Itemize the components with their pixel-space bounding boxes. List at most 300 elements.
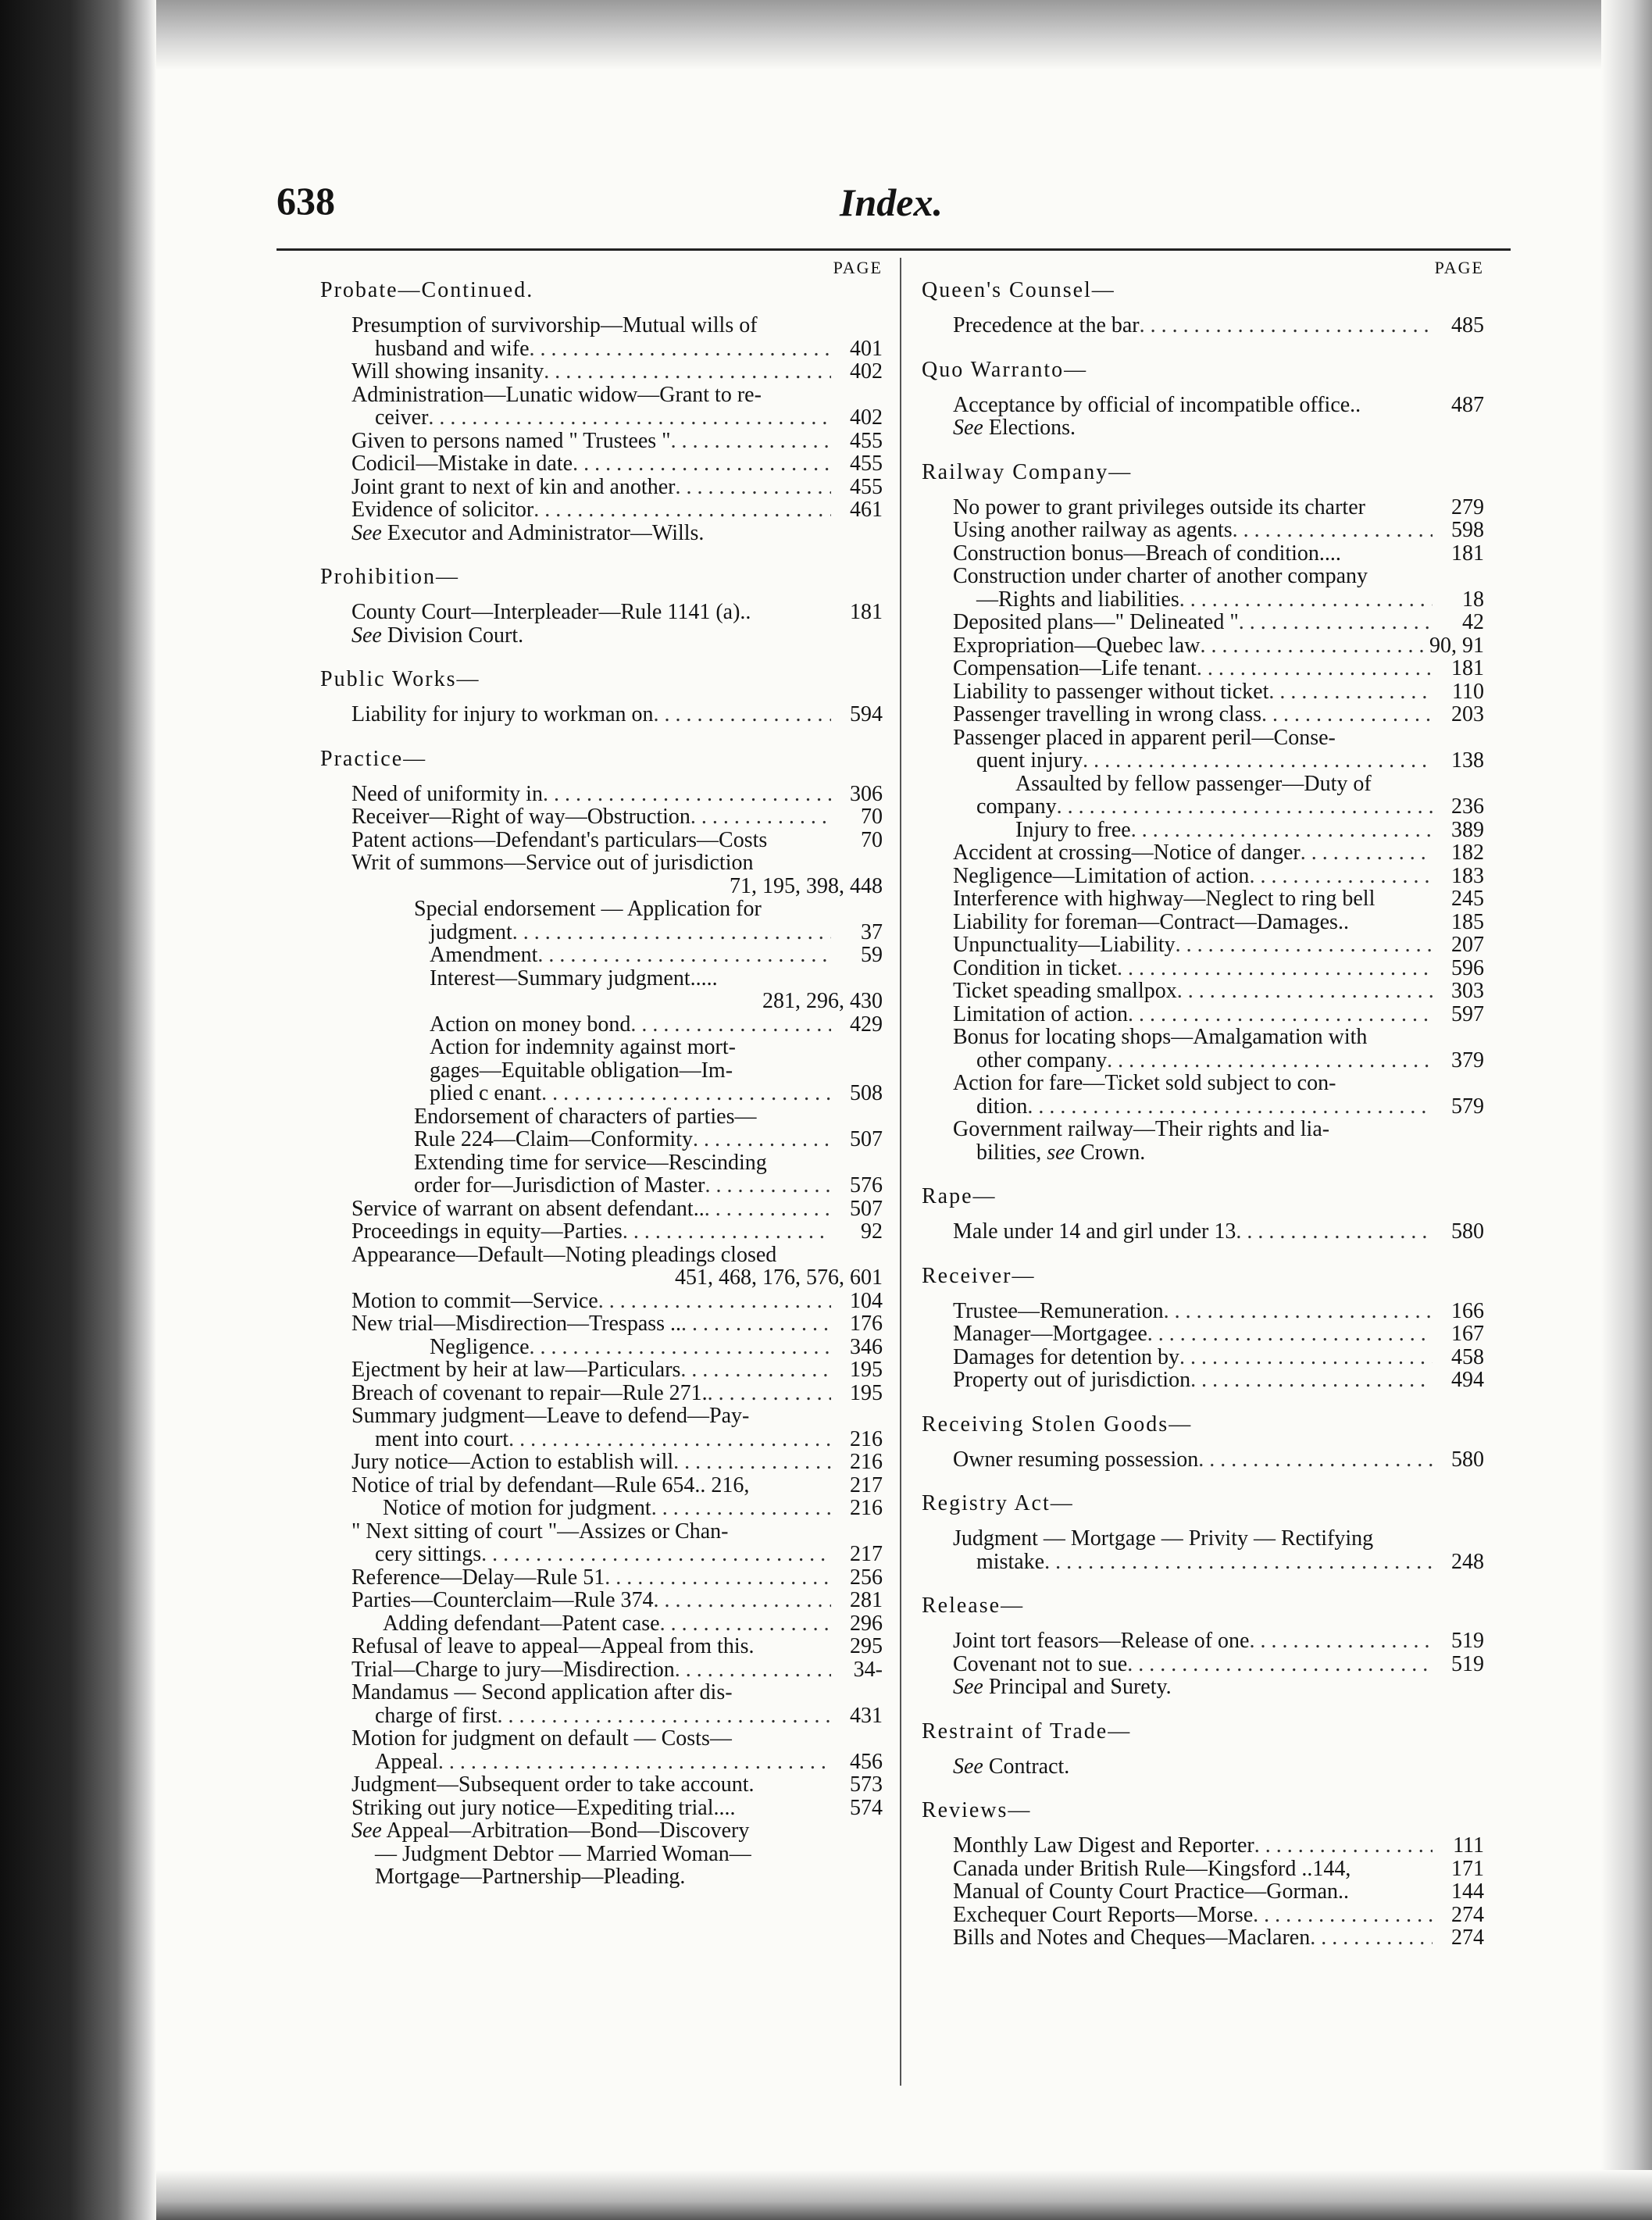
dot-leader [530, 337, 831, 361]
entry-text: Receiver—Right of way—Obstruction [351, 805, 690, 829]
index-entry [320, 1244, 883, 1267]
index-entry [320, 944, 883, 967]
entry-text: Owner resuming possession [953, 1447, 1199, 1472]
dot-leader [680, 1358, 831, 1382]
index-entry [320, 360, 883, 384]
index-entry [922, 957, 1484, 980]
dot-leader [1233, 519, 1433, 542]
section-heading: Probate—Continued. [320, 278, 534, 302]
page-ref: 519 [1451, 1629, 1484, 1653]
index-entry [922, 1551, 1484, 1574]
page-ref: 573 [850, 1772, 883, 1797]
index-entry [922, 314, 1484, 337]
page-ref: 574 [850, 1795, 883, 1820]
index-entry [320, 1773, 883, 1797]
page-ref: 580 [1451, 1219, 1484, 1244]
entry-text: Given to persons named " Trustees " [351, 428, 671, 453]
index-entry [922, 1880, 1484, 1904]
entry-text: judgment [430, 919, 512, 944]
index-entry [922, 680, 1484, 704]
entry-text: Trustee—Remuneration [953, 1298, 1164, 1323]
dot-leader [1057, 795, 1433, 819]
dot-leader [1083, 749, 1433, 773]
index-entry [320, 1751, 883, 1774]
index-entry [320, 805, 883, 829]
index-entry [922, 703, 1484, 726]
entry-text: Appeal [375, 1749, 438, 1774]
page-ref: 456 [850, 1749, 883, 1774]
entry-text: Negligence—Limitation of action [953, 863, 1250, 888]
dot-leader [708, 1382, 831, 1405]
scan-top-edge [156, 0, 1652, 70]
index-entry [320, 1290, 883, 1313]
entry-text: Special endorsement — Application for [414, 897, 762, 921]
entry-text: Bills and Notes and Cheques—Maclaren [953, 1926, 1311, 1950]
dot-leader [498, 1704, 831, 1728]
page-ref: 507 [850, 1196, 883, 1221]
page-ref: 346 [850, 1334, 883, 1359]
entry-text: Acceptance by official of incompatible office.. [953, 392, 1361, 417]
entry-text: Liability for injury to workman on [351, 702, 654, 726]
index-entry [320, 1612, 883, 1636]
index-entry [922, 1369, 1484, 1392]
page-ref: 594 [850, 702, 883, 726]
index-entry [320, 1566, 883, 1590]
right-index-list [922, 278, 1484, 1950]
page-ref: 389 [1451, 817, 1484, 842]
column-divider [900, 258, 901, 2086]
entry-text: " Next sitting of court "—Assizes or Chan- [351, 1519, 729, 1544]
see-target: Crown. [1075, 1140, 1146, 1165]
index-entry [320, 921, 883, 944]
index-entry [320, 1082, 883, 1105]
section-heading: Quo Warranto— [922, 357, 1088, 382]
entry-text: Expropriation—Quebec law [953, 633, 1201, 658]
entry-text: Bonus for locating shops—Amalgamation with [953, 1025, 1368, 1049]
index-entry [922, 726, 1484, 750]
dot-leader [630, 1013, 831, 1037]
index-entry [320, 1520, 883, 1544]
entry-text: Administration—Lunatic widow—Grant to re- [351, 382, 762, 407]
page-ref: 248 [1451, 1549, 1484, 1574]
index-entry [922, 519, 1484, 542]
index-entry [320, 1589, 883, 1612]
dot-leader [673, 1451, 831, 1474]
page-ref: 507 [850, 1127, 883, 1151]
index-entry [922, 749, 1484, 773]
page-ref-list: 281, 296, 430 [762, 989, 883, 1013]
scan-right-edge [1601, 0, 1652, 2220]
page-ref: 236 [1451, 794, 1484, 819]
entry-text: Property out of jurisdiction [953, 1368, 1191, 1392]
entry-text: dition [976, 1094, 1028, 1119]
entry-text: cery sittings [375, 1542, 482, 1566]
page-ref: 18 [1462, 587, 1484, 612]
page-ref: 217 [850, 1472, 883, 1497]
index-entry [320, 1059, 883, 1083]
entry-text: Monthly Law Digest and Reporter [953, 1833, 1254, 1858]
page-ref: 167 [1451, 1322, 1484, 1346]
index-entry [922, 1653, 1484, 1676]
see-reference [320, 522, 883, 545]
page-ref: 455 [850, 428, 883, 453]
see-label: See [953, 1754, 983, 1779]
page-ref: 185 [1451, 909, 1484, 934]
index-entry [320, 1358, 883, 1382]
entry-text: charge of first [375, 1703, 498, 1728]
page-ref: 92 [861, 1219, 883, 1244]
entry-text: Unpunctuality—Liability [953, 933, 1176, 957]
dot-leader [690, 805, 831, 829]
index-entry [320, 1151, 883, 1175]
index-entry [922, 1346, 1484, 1369]
index-entry [320, 1404, 883, 1428]
dot-leader [541, 1082, 831, 1105]
page-ref: 576 [850, 1173, 883, 1197]
entry-text: Assaulted by fellow passenger—Duty of [1015, 771, 1372, 796]
index-entry [922, 841, 1484, 865]
entry-text: Limitation of action [953, 1001, 1128, 1026]
dot-leader [1177, 980, 1433, 1003]
page-ref: 111 [1453, 1833, 1484, 1858]
dot-leader [1179, 1346, 1433, 1369]
page-ref: 296 [850, 1611, 883, 1636]
continuation-line: Mortgage—Partnership—Pleading. [375, 1865, 686, 1889]
entry-text: mistake [976, 1549, 1045, 1574]
entry-text: plied c enant [430, 1081, 542, 1105]
page-ref: 485 [1451, 313, 1484, 337]
entry-text: Breach of covenant to repair—Rule 271. [351, 1380, 708, 1405]
dot-leader [1200, 634, 1425, 658]
entry-text: Codicil—Mistake in date [351, 451, 573, 476]
entry-text: Will showing insanity [351, 359, 544, 384]
page-ref: 171 [1451, 1856, 1484, 1881]
see-reference [320, 624, 883, 648]
page-ref: 598 [1451, 518, 1484, 542]
entry-text: husband and wife [375, 336, 530, 361]
index-entry [320, 1312, 883, 1336]
dot-leader [1164, 1300, 1433, 1323]
page-ref: 207 [1451, 933, 1484, 957]
dot-leader [693, 1128, 831, 1151]
page-ref: 402 [850, 359, 883, 384]
see-reference [320, 1819, 883, 1843]
page-ref: 379 [1451, 1048, 1484, 1073]
index-entry [320, 1036, 883, 1059]
index-entry [922, 773, 1484, 796]
see-reference [922, 1755, 1484, 1779]
section-heading: Registry Act— [922, 1491, 1074, 1515]
index-entry [922, 1049, 1484, 1073]
dot-leader [1239, 611, 1433, 634]
see-label: See [953, 416, 983, 440]
page-ref: 37 [861, 919, 883, 944]
page-ref: 431 [850, 1703, 883, 1728]
see-target: Principal and Surety. [983, 1675, 1172, 1699]
right-column [922, 258, 1484, 1950]
page-ref: 596 [1451, 955, 1484, 980]
index-entry [922, 1904, 1484, 1927]
dot-leader [1268, 680, 1433, 704]
entry-text: Manager—Mortgagee [953, 1322, 1147, 1346]
dot-leader [1027, 1095, 1433, 1119]
entry-text: Proceedings in equity—Parties [351, 1219, 623, 1244]
entry-text: Patent actions—Defendant's particulars—Costs [351, 827, 768, 852]
dot-leader [1117, 957, 1433, 980]
dot-leader [508, 1428, 831, 1451]
section-heading: Queen's Counsel— [922, 278, 1115, 302]
index-entry [922, 565, 1484, 588]
dot-leader [1254, 1834, 1433, 1858]
entry-text: Interference with highway—Neglect to ring bell [953, 887, 1375, 911]
dot-leader [1310, 1926, 1433, 1950]
index-entry [922, 496, 1484, 519]
dot-leader [605, 1566, 831, 1590]
entry-text: Need of uniformity in [351, 781, 543, 806]
index-entry [922, 1026, 1484, 1049]
see-reference [922, 416, 1484, 440]
index-entry [320, 406, 883, 430]
entry-text: Adding defendant—Patent case [383, 1611, 660, 1636]
index-entry [922, 980, 1484, 1003]
index-entry [320, 1797, 883, 1820]
entry-text: Using another railway as agents [953, 518, 1233, 542]
index-entry [320, 1658, 883, 1682]
page-ref: 303 [1451, 979, 1484, 1003]
page-ref-list: 451, 468, 176, 576, 601 [675, 1265, 883, 1290]
entry-text: Jury notice—Action to establish will [351, 1450, 674, 1474]
entry-text: Damages for detention by [953, 1344, 1180, 1369]
entry-text: Action on money bond [430, 1012, 631, 1037]
entry-text: quent injury [976, 748, 1083, 773]
entry-text: Motion for judgment on default — Costs— [351, 1726, 732, 1751]
see-prefix-text: bilities, [976, 1140, 1047, 1165]
entry-text: Amendment [430, 943, 538, 967]
index-entry [922, 588, 1484, 612]
section-heading: Rape— [922, 1184, 997, 1208]
index-entry [922, 1926, 1484, 1950]
index-entry [922, 394, 1484, 417]
dot-leader [654, 703, 832, 726]
entry-text: Construction bonus—Breach of condition.... [953, 541, 1341, 566]
page-ref: 110 [1452, 679, 1484, 704]
page-ref: 216 [850, 1450, 883, 1474]
page-column-label: PAGE [833, 258, 883, 277]
section-heading: Receiving Stolen Goods— [922, 1412, 1193, 1437]
see-label: See [953, 1675, 983, 1699]
index-entry [922, 634, 1484, 658]
index-entry [922, 1834, 1484, 1858]
entry-text: ment into court [375, 1426, 509, 1451]
dot-leader [1131, 819, 1433, 842]
page-ref: 402 [850, 405, 883, 430]
page-ref: 279 [1451, 494, 1484, 519]
index-entry [922, 887, 1484, 911]
see-label: see [1047, 1140, 1075, 1165]
page-ref: 216 [850, 1426, 883, 1451]
index-entry [922, 1220, 1484, 1244]
index-entry [922, 611, 1484, 634]
dot-leader [1044, 1551, 1433, 1574]
dot-leader [530, 1336, 832, 1359]
see-target: Elections. [983, 416, 1076, 440]
page-ref: 181 [850, 600, 883, 624]
section-heading: Release— [922, 1594, 1025, 1618]
dot-leader [1301, 841, 1433, 865]
entry-text: Notice of motion for judgment [383, 1496, 651, 1520]
page-ref: 306 [850, 781, 883, 806]
page-ref: 494 [1451, 1368, 1484, 1392]
dot-leader [1198, 1448, 1433, 1472]
entry-text: Joint tort feasors—Release of one [953, 1629, 1250, 1653]
entry-text: New trial—Misdirection—Trespass .. [351, 1312, 682, 1336]
page-ref: 70 [861, 805, 883, 829]
index-entry [320, 1105, 883, 1129]
dot-leader [543, 783, 831, 806]
dot-leader [573, 452, 831, 476]
entry-text: Motion to commit—Service [351, 1288, 598, 1313]
left-index-list [320, 278, 883, 1889]
index-entry [320, 1681, 883, 1704]
dot-leader [681, 1312, 831, 1336]
entry-text: Liability for foreman—Contract—Damages.. [953, 909, 1349, 934]
entry-text: other company [976, 1048, 1108, 1073]
index-entry [922, 1322, 1484, 1346]
entry-text: Condition in ticket [953, 955, 1117, 980]
see-label: See [351, 623, 382, 648]
index-entry [320, 1013, 883, 1037]
index-entry [320, 1474, 883, 1497]
entry-text: Construction under charter of another company [953, 564, 1368, 588]
dot-leader [660, 1612, 831, 1636]
index-entry [320, 1428, 883, 1451]
dot-leader [438, 1751, 831, 1774]
page-ref: 176 [850, 1312, 883, 1336]
entry-text: Passenger travelling in wrong class [953, 702, 1262, 726]
entry-text: Evidence of solicitor [351, 498, 534, 522]
page-ref: 195 [850, 1358, 883, 1382]
index-entry [320, 851, 883, 875]
page-ref-list: 71, 195, 398, 448 [730, 873, 883, 898]
page-ref: 281 [850, 1588, 883, 1612]
index-entry [320, 1336, 883, 1359]
dot-leader [544, 360, 831, 384]
entry-text: Joint grant to next of kin and another [351, 474, 676, 499]
entry-text: Liability to passenger without ticket [953, 679, 1269, 704]
index-entry [320, 1382, 883, 1405]
index-entry [320, 452, 883, 476]
entry-text: Negligence [430, 1334, 530, 1359]
page-ref: 245 [1451, 887, 1484, 911]
index-entry [320, 1497, 883, 1520]
index-entry [320, 967, 883, 990]
entry-text: Interest—Summary judgment..... [430, 965, 718, 990]
index-entry [320, 337, 883, 361]
index-entry [320, 430, 883, 453]
index-entry [320, 601, 883, 624]
entry-text: Manual of County Court Practice—Gorman.. [953, 1879, 1350, 1904]
dot-leader [675, 476, 831, 499]
entry-text: Exchequer Court Reports—Morse [953, 1902, 1254, 1927]
dot-leader [1179, 588, 1433, 612]
entry-text: Parties—Counterclaim—Rule 374 [351, 1588, 654, 1612]
entry-text: Compensation—Life tenant [953, 656, 1197, 680]
entry-text: Extending time for service—Rescinding [414, 1150, 767, 1175]
section-heading: Reviews— [922, 1798, 1032, 1822]
page-ref: 455 [850, 474, 883, 499]
page-ref: 519 [1451, 1651, 1484, 1676]
continuation-line: — Judgment Debtor — Married Woman— [375, 1841, 751, 1866]
index-entry [922, 542, 1484, 566]
dot-leader [1249, 1629, 1433, 1653]
page-ref: 195 [850, 1380, 883, 1405]
dot-leader [654, 1589, 832, 1612]
index-entry [320, 1635, 883, 1658]
entry-text: Notice of trial by defendant—Rule 654.. 216, [351, 1472, 750, 1497]
dot-leader [1140, 314, 1433, 337]
page-ref: 217 [850, 1542, 883, 1566]
dot-leader [1253, 1904, 1433, 1927]
section-heading: Practice— [320, 746, 427, 771]
index-entry [922, 1003, 1484, 1026]
index-entry [922, 1300, 1484, 1323]
dot-leader [1261, 703, 1433, 726]
page-ref: 203 [1451, 702, 1484, 726]
index-entry [922, 1629, 1484, 1653]
index-entry [320, 1174, 883, 1197]
index-entry [320, 1128, 883, 1151]
page-ref: 295 [850, 1634, 883, 1658]
page-ref: 487 [1451, 392, 1484, 417]
section-heading: Prohibition— [320, 565, 460, 589]
dot-leader [675, 1658, 831, 1682]
entry-text: company [976, 794, 1057, 819]
page-ref: 455 [850, 451, 883, 476]
entry-text: Government railway—Their rights and lia- [953, 1117, 1330, 1141]
dot-leader [1147, 1322, 1433, 1346]
entry-text: Male under 14 and girl under 13 [953, 1219, 1236, 1244]
dot-leader [671, 430, 831, 453]
entry-text: —Rights and liabilities [976, 587, 1179, 612]
entry-text: Covenant not to sue [953, 1651, 1128, 1676]
dot-leader [1249, 865, 1433, 888]
index-entry [320, 1727, 883, 1751]
page-ref: 34- [853, 1657, 883, 1682]
header-rule [277, 248, 1511, 251]
dot-leader [705, 1197, 831, 1221]
page-ref: 181 [1451, 656, 1484, 680]
dot-leader [598, 1290, 831, 1313]
see-target: Division Court. [381, 623, 524, 648]
index-entry [320, 829, 883, 852]
scan-left-edge [0, 0, 156, 2220]
see-target: Appeal—Arbitration—Bond—Discovery [381, 1818, 750, 1843]
entry-text: Ejectment by heir at law—Particulars [351, 1358, 681, 1382]
dot-leader [537, 944, 831, 967]
page-ref: 138 [1451, 748, 1484, 773]
entry-text: Action for fare—Ticket sold subject to con- [953, 1071, 1336, 1095]
dot-leader [1197, 657, 1433, 680]
index-entry [320, 1543, 883, 1566]
entry-text: order for—Jurisdiction of Master [414, 1173, 705, 1197]
dot-leader [1128, 1003, 1433, 1026]
dot-leader [512, 921, 831, 944]
index-entry [922, 1858, 1484, 1881]
entry-text: Accident at crossing—Notice of danger [953, 841, 1301, 865]
entry-text: Trial—Charge to jury—Misdirection [351, 1657, 675, 1682]
page-ref: 458 [1451, 1344, 1484, 1369]
entry-text: Writ of summons—Service out of jurisdiction [351, 851, 754, 875]
